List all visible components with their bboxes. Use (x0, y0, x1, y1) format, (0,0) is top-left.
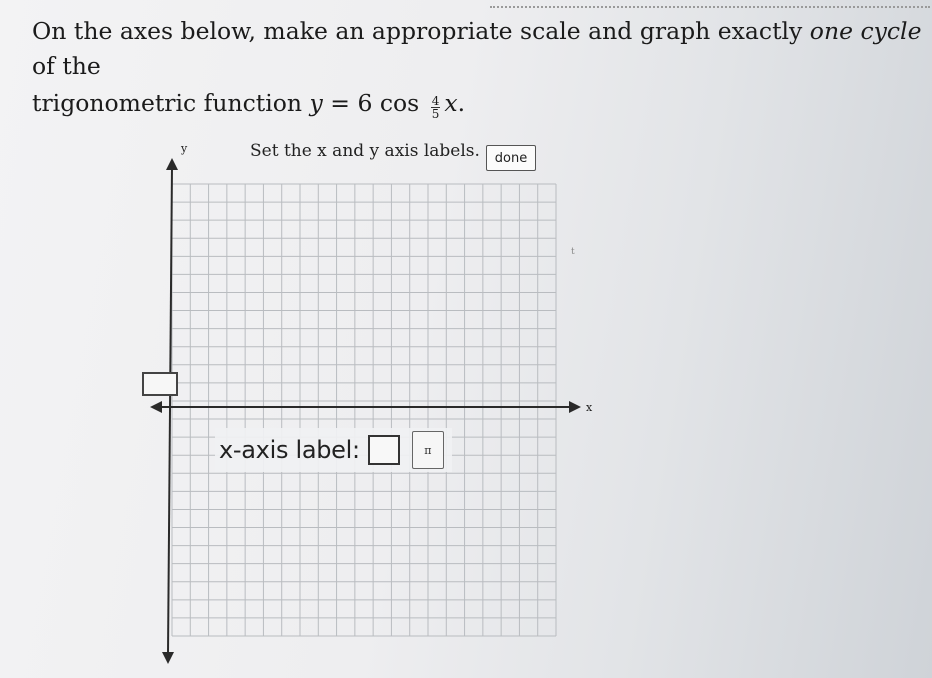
y-axis-label-input[interactable] (142, 372, 178, 396)
x-variable: x (444, 89, 458, 117)
question-line-1: On the axes below, make an appropriate scale and graph exactly one cycle of the (32, 17, 922, 80)
x-axis-label-row (215, 428, 452, 472)
x-axis-name: x (586, 401, 593, 414)
y-axis-name: y (181, 142, 188, 155)
x-axis (150, 401, 581, 413)
x-axis-label-text: x-axis label: (219, 436, 360, 464)
y-axis (162, 158, 178, 664)
question-line-2: trigonometric function y = 6 cos $\frac{4}{5}$ x. (32, 89, 466, 121)
x-axis-label-input[interactable] (368, 435, 400, 465)
emphasis-text: one cycle (809, 17, 922, 45)
y-variable: y (309, 89, 323, 117)
fraction: $\frac{4}{5}$ (431, 94, 440, 121)
axis-label-instruction: Set the x and y axis labels. (250, 141, 480, 161)
stray-mark: t (571, 247, 575, 257)
done-button[interactable]: done (486, 145, 536, 171)
grid-lines (172, 184, 556, 636)
pi-button[interactable]: π (412, 431, 444, 469)
